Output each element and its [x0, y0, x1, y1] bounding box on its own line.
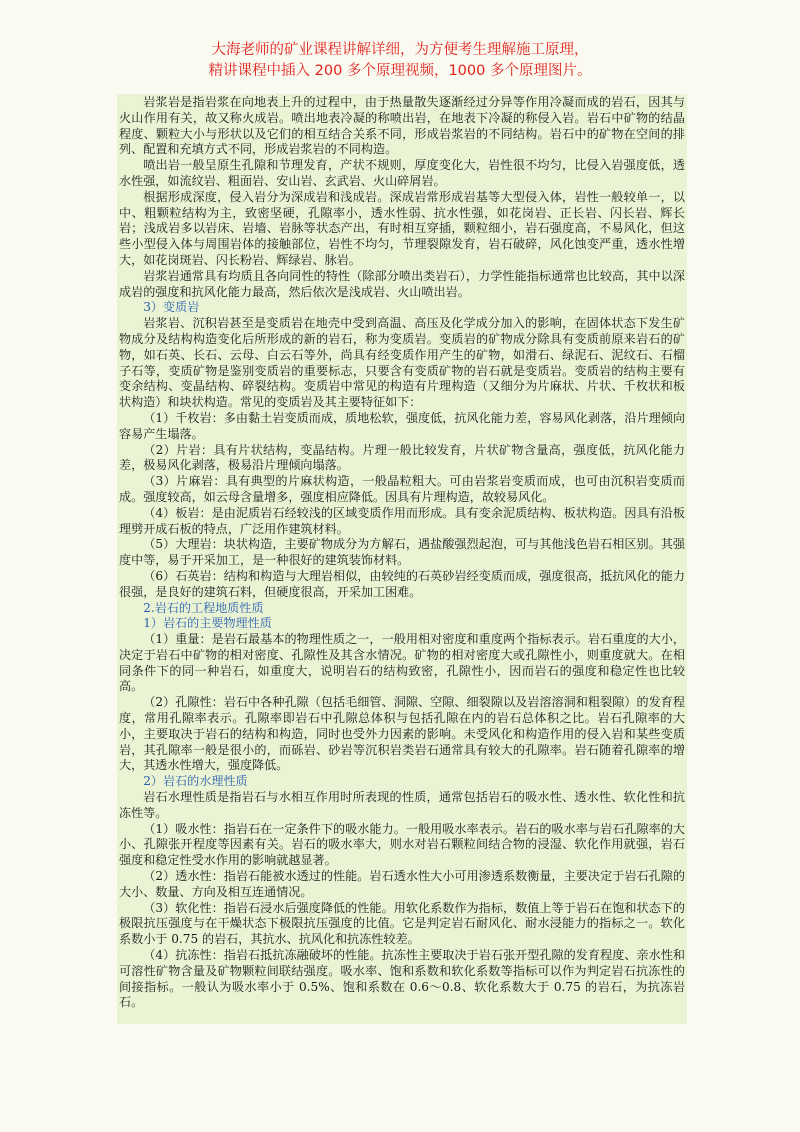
heading-engineering-properties: 2.岩石的工程地质性质 — [143, 600, 264, 615]
paragraph-igneous-isotropy: 岩浆岩通常具有均质且各向同性的特性（除部分喷出类岩石），力学性能指标通常也比较高，其中以深成岩的强度和抗风化能力最高，然后依次是浅成岩、火山喷出岩。 — [119, 268, 685, 299]
heading-physical-properties: 1）岩石的主要物理性质 — [143, 616, 272, 631]
list-item-gneiss: （3）片麻岩：具有典型的片麻状构造，一般晶粒粗大。可由岩浆岩变质而成，也可由沉积岩变质而成。强度较高，如云母含量增多，强度相应降低。因具有片理构造，故较易风化。 — [119, 474, 685, 504]
paragraph-extrusive-rock: 喷出岩一般呈原生孔隙和节理发育，产状不规则，厚度变化大，岩性很不均匀，比侵入岩强度低，透水性强，如流纹岩、粗面岩、安山岩、玄武岩、火山碎屑岩。 — [119, 158, 685, 188]
paragraph-intrusive-rock: 根据形成深度，侵入岩分为深成岩和浅成岩。深成岩常形成岩基等大型侵入体，岩性一般较单一，以中、粗颗粒结构为主，致密坚硬，孔隙率小，透水性弱、抗水性强，如花岗岩、正长岩、闪长岩、辉长岩；浅成岩多以岩床、岩墙、岩脉等状态产出，有时相互穿插，颗粒细小，岩石强度高，不易风化，但这些小型侵入体与周围岩体的接触部位，岩性不均匀，节理裂隙发育，岩石破碎，风化蚀变严重，透水性增大，如花岗斑岩、闪长粉岩、辉绿岩、脉岩。 — [119, 189, 685, 267]
list-item-quartzite: （6）石英岩：结构和构造与大理岩相似，由较纯的石英砂岩经变质而成，强度很高，抵抗风化的能力很强，是良好的建筑石料，但硬度很高，开采加工困难。 — [119, 568, 685, 599]
list-item-water-absorption: （1）吸水性：指岩石在一定条件下的吸水能力。一般用吸水率表示。岩石的吸水率与岩石孔隙率的大小、孔隙张开程度等因素有关。岩石的吸水率大，则水对岩石颗粒间结合物的浸湿、软化作用就强，岩石强度和稳定性受水作用的影响就越显著。 — [119, 821, 685, 868]
banner-line-2: 精讲课程中插入 200 多个原理视频，1000 多个原理图片。 — [208, 63, 592, 79]
paragraph-water-properties: 岩石水理性质是指岩石与水相互作用时所表现的性质，通常包括岩石的吸水性、透水性、软化性和抗冻性等。 — [119, 790, 685, 820]
list-item-frost-resistance: （4）抗冻性：指岩石抵抗冻融破坏的性能。抗冻性主要取决于岩石张开型孔隙的发育程度、亲水性和可溶性矿物含量及矿物颗粒间联结强度。吸水率、饱和系数和软化系数等指标可以作为判定岩石抗冻性的间接指标。一般认为吸水率小于 0.5%、饱和系数在 0.6～0.8、软化系数大于 0.75 的岩石，为抗冻岩石。 — [119, 948, 685, 1010]
list-item-softening: （3）软化性：指岩石浸水后强度降低的性能。用软化系数作为指标，数值上等于岩石在饱和状态下的极限抗压强度与在干燥状态下极限抗压强度的比值。它是判定岩石耐风化、耐水浸能力的指标之一。软化系数小于 0.75 的岩石，其抗水、抗风化和抗冻性较差。 — [119, 900, 685, 947]
list-item-porosity: （2）孔隙性：岩石中各种孔隙（包括毛细管、洞隙、空隙、细裂隙以及岩溶溶洞和粗裂隙）的发育程度，常用孔隙率表示。孔隙率即岩石中孔隙总体积与包括孔隙在内的岩石总体积之比。岩石孔隙率的大小，主要取决于岩石的结构和构造，同时也受外力因素的影响。未受风化和构造作用的侵入岩和某些变质岩，其孔隙率一般是很小的，而砾岩、砂岩等沉积岩类岩石通常具有较大的孔隙率。岩石随着孔隙率的增大，其透水性增大，强度降低。 — [119, 695, 685, 773]
document-body — [119, 95, 685, 1011]
heading-water-properties: 2）岩石的水理性质 — [143, 774, 248, 789]
banner-line-1: 大海老师的矿业课程讲解详细，为方便考生理解施工原理， — [211, 42, 589, 58]
heading-metamorphic-rock: 3）变质岩 — [143, 300, 200, 315]
list-item-phyllite: （1）千枚岩：多由黏土岩变质而成，质地松软，强度低，抗风化能力差，容易风化剥落，沿片理倾向容易产生塌落。 — [119, 410, 685, 441]
list-item-weight: （1）重量：是岩石最基本的物理性质之一，一般用相对密度和重度两个指标表示。岩石重度的大小，决定于岩石中矿物的相对密度、孔隙性及其含水情况。矿物的相对密度大或孔隙性小，则重度就大。在相同条件下的同一种岩石，如重度大，说明岩石的结构致密，孔隙性小，因而岩石的强度和稳定性也比较高。 — [119, 632, 685, 694]
paragraph-igneous-definition: 岩浆岩是指岩浆在向地表上升的过程中，由于热量散失逐渐经过分异等作用冷凝而成的岩石，因其与火山作用有关，故又称火成岩。喷出地表冷凝的称喷出岩，在地表下冷凝的称侵入岩。岩石中矿物的结晶程度、颗粒大小与形状以及它们的相互结合关系不同，形成岩浆岩的不同结构。岩石中的矿物在空间的排列、配置和充填方式不同，形成岩浆岩的不同构造。 — [119, 95, 685, 157]
list-item-permeability: （2）透水性：指岩石能被水透过的性能。岩石透水性大小可用渗透系数衡量，主要决定于岩石孔隙的大小、数量、方向及相互连通情况。 — [119, 869, 685, 899]
list-item-schist: （2）片岩：具有片状结构，变晶结构。片理一般比较发育，片状矿物含量高，强度低，抗风化能力差，极易风化剥落，极易沿片理倾向塌落。 — [119, 442, 685, 473]
paragraph-metamorphic-rock: 岩浆岩、沉积岩甚至是变质岩在地壳中受到高温、高压及化学成分加入的影响，在固体状态下发生矿物成分及结构构造变化后所形成的新的岩石，称为变质岩。变质岩的矿物成分除具有变质前原来岩石的矿物，如石英、长石、云母、白云石等外，尚具有经变质作用产生的矿物，如滑石、绿泥石、泥纹石、石榴子石等，变质矿物是鉴别变质岩的重要标志，只要含有变质矿物的岩石就是变质岩。变质岩的结构主要有变余结构、变晶结构、碎裂结构。变质岩中常见的构造有片理构造（又细分为片麻状、片状、千枚状和板状构造）和块状构造。常见的变质岩及其主要特征如下： — [119, 316, 685, 410]
list-item-marble: （5）大理岩：块状构造，主要矿物成分为方解石，遇盐酸强烈起泡，可与其他浅色岩石相区别。其强度中等，易于开采加工，是一种很好的建筑装饰材料。 — [119, 537, 685, 568]
promo-banner — [0, 40, 800, 82]
list-item-slate: （4）板岩：是由泥质岩石经较浅的区域变质作用而形成。具有变余泥质结构、板状构造。因具有沿板理劈开成石板的特点，广泛用作建筑材料。 — [119, 505, 685, 536]
